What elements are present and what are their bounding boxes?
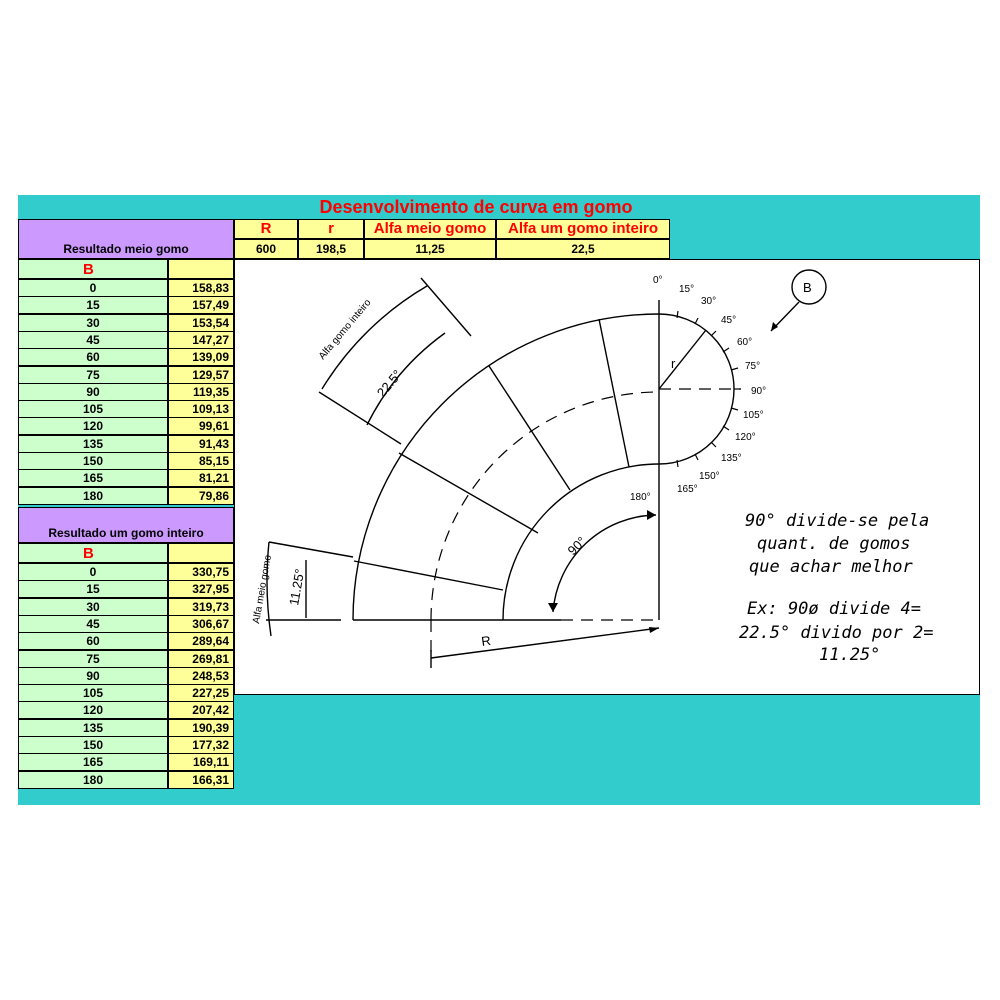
note-line-2: quant. de gomos — [757, 534, 911, 554]
table-row-angle[interactable]: 150 — [18, 736, 168, 754]
table-row-angle[interactable]: 120 — [18, 701, 168, 719]
example-line-1: Ex: 90ø divide 4= — [747, 599, 921, 619]
table-row-angle[interactable]: 165 — [18, 753, 168, 771]
angle-label: 30° — [701, 296, 717, 307]
table-row-value[interactable]: 109,13 — [168, 400, 234, 418]
dim-R-line — [431, 628, 659, 658]
center-arc — [431, 392, 659, 620]
angle-label: 45° — [721, 315, 737, 326]
param-value-alfa-meio[interactable]: 11,25 — [364, 239, 496, 259]
table-row-angle[interactable]: 150 — [18, 452, 168, 470]
table-row-angle[interactable]: 0 — [18, 563, 168, 581]
technical-drawing — [234, 259, 980, 695]
param-value-alfa-inteiro[interactable]: 22,5 — [496, 239, 670, 259]
callout-b-text: B — [803, 280, 812, 295]
table-row-value[interactable]: 139,09 — [168, 348, 234, 366]
param-header-alfa-meio[interactable]: Alfa meio gomo — [364, 219, 496, 239]
table-row-angle[interactable]: 60 — [18, 348, 168, 366]
angle-22-5-label: 22.5° — [373, 366, 405, 400]
angle-11-25-label: 11.25° — [286, 567, 308, 607]
gomo-inteiro-label: Resultado um gomo inteiro — [48, 526, 204, 540]
table-row-angle[interactable]: 165 — [18, 469, 168, 487]
param-header-r[interactable]: r — [298, 219, 364, 239]
table-row-value[interactable]: 207,42 — [168, 701, 234, 719]
table-row-angle[interactable]: 60 — [18, 632, 168, 650]
meio-gomo-column-header[interactable]: B — [18, 259, 168, 279]
angle-90-label: 90° — [564, 533, 590, 559]
table-row-angle[interactable]: 180 — [18, 771, 168, 789]
param-value-r[interactable]: 198,5 — [298, 239, 364, 259]
table-row-value[interactable]: 289,64 — [168, 632, 234, 650]
example-line-2: 22.5° divido por 2= — [739, 623, 934, 643]
angle-label: 0° — [653, 275, 663, 286]
angle-label: 105° — [743, 410, 764, 421]
table-row-value[interactable]: 269,81 — [168, 650, 234, 668]
angle-label: 15° — [679, 284, 695, 295]
angle-label: 180° — [630, 492, 651, 503]
table-row-value[interactable]: 306,67 — [168, 615, 234, 633]
table-row-angle[interactable]: 135 — [18, 435, 168, 453]
table-row-value[interactable]: 158,83 — [168, 279, 234, 297]
table-row-angle[interactable]: 105 — [18, 684, 168, 702]
spreadsheet — [18, 195, 980, 805]
table-row-value[interactable]: 99,61 — [168, 417, 234, 435]
table-row-angle[interactable]: 90 — [18, 667, 168, 685]
angle-label: 120° — [735, 432, 756, 443]
radius-r-label: r — [671, 356, 676, 371]
table-row-value[interactable]: 129,57 — [168, 366, 234, 384]
angle-label: 165° — [677, 484, 698, 495]
pipe-bend-diagram — [235, 260, 979, 694]
meio-gomo-section-header — [18, 219, 234, 259]
table-row-angle[interactable]: 0 — [18, 279, 168, 297]
gomo-inteiro-column-header[interactable]: B — [18, 543, 168, 563]
param-header-R[interactable]: R — [234, 219, 298, 239]
angle-label: 150° — [699, 471, 720, 482]
table-row-angle[interactable]: 90 — [18, 383, 168, 401]
table-row-value[interactable]: 319,73 — [168, 598, 234, 616]
meio-gomo-label: Resultado meio gomo — [63, 242, 189, 256]
sheet-title: Desenvolvimento de curva em gomo — [319, 197, 633, 217]
table-row-value[interactable]: 119,35 — [168, 383, 234, 401]
table-row-angle[interactable]: 75 — [18, 650, 168, 668]
table-row-angle[interactable]: 30 — [18, 314, 168, 332]
table-row-angle[interactable]: 15 — [18, 580, 168, 598]
table-row-angle[interactable]: 120 — [18, 417, 168, 435]
miter-line-4 — [599, 319, 629, 467]
alfa-meio-gomo-label: Alfa meio gomo — [251, 554, 275, 625]
angle-label: 90° — [751, 386, 767, 397]
gomo-inteiro-section-header — [18, 507, 234, 543]
miter-line-3 — [489, 366, 570, 490]
outer-arc — [353, 314, 659, 620]
angle-label: 135° — [721, 453, 742, 464]
table-row-value[interactable]: 330,75 — [168, 563, 234, 581]
table-row-value[interactable]: 190,39 — [168, 719, 234, 737]
table-row-angle[interactable]: 45 — [18, 615, 168, 633]
table-row-angle[interactable]: 105 — [18, 400, 168, 418]
table-row-value[interactable]: 327,95 — [168, 580, 234, 598]
table-row-angle[interactable]: 75 — [18, 366, 168, 384]
param-value-R[interactable]: 600 — [234, 239, 298, 259]
radius-r-line — [659, 330, 706, 389]
miter-line-2 — [399, 453, 538, 533]
big-r-label: R — [480, 632, 492, 649]
alfa-gomo-inteiro-label: Alfa gomo inteiro — [316, 297, 374, 362]
table-row-value[interactable]: 91,43 — [168, 435, 234, 453]
table-row-value[interactable]: 157,49 — [168, 296, 234, 314]
miter-line-1 — [354, 561, 503, 590]
meio-gomo-column-header-blank[interactable] — [168, 259, 234, 279]
table-row-angle[interactable]: 15 — [18, 296, 168, 314]
angle-label: 75° — [745, 361, 761, 372]
table-row-value[interactable]: 166,31 — [168, 771, 234, 789]
param-header-alfa-inteiro[interactable]: Alfa um gomo inteiro — [496, 219, 670, 239]
table-row-value[interactable]: 81,21 — [168, 469, 234, 487]
table-row-angle[interactable]: 45 — [18, 331, 168, 349]
note-line-3: que achar melhor — [749, 557, 913, 577]
table-row-value[interactable]: 227,25 — [168, 684, 234, 702]
table-row-value[interactable]: 85,15 — [168, 452, 234, 470]
angle-label: 60° — [737, 337, 753, 348]
table-row-angle[interactable]: 135 — [18, 719, 168, 737]
table-row-value[interactable]: 169,11 — [168, 753, 234, 771]
table-row-value[interactable]: 248,53 — [168, 667, 234, 685]
table-row-value[interactable]: 153,54 — [168, 314, 234, 332]
dim-90-arc — [553, 515, 656, 612]
example-line-3: 11.25° — [819, 645, 881, 665]
note-line-1: 90° divide-se pela — [745, 511, 930, 531]
table-row-angle[interactable]: 180 — [18, 487, 168, 505]
table-row-angle[interactable]: 30 — [18, 598, 168, 616]
gomo-inteiro-column-header-blank[interactable] — [168, 543, 234, 563]
table-row-value[interactable]: 147,27 — [168, 331, 234, 349]
table-row-value[interactable]: 177,32 — [168, 736, 234, 754]
table-row-value[interactable]: 79,86 — [168, 487, 234, 505]
